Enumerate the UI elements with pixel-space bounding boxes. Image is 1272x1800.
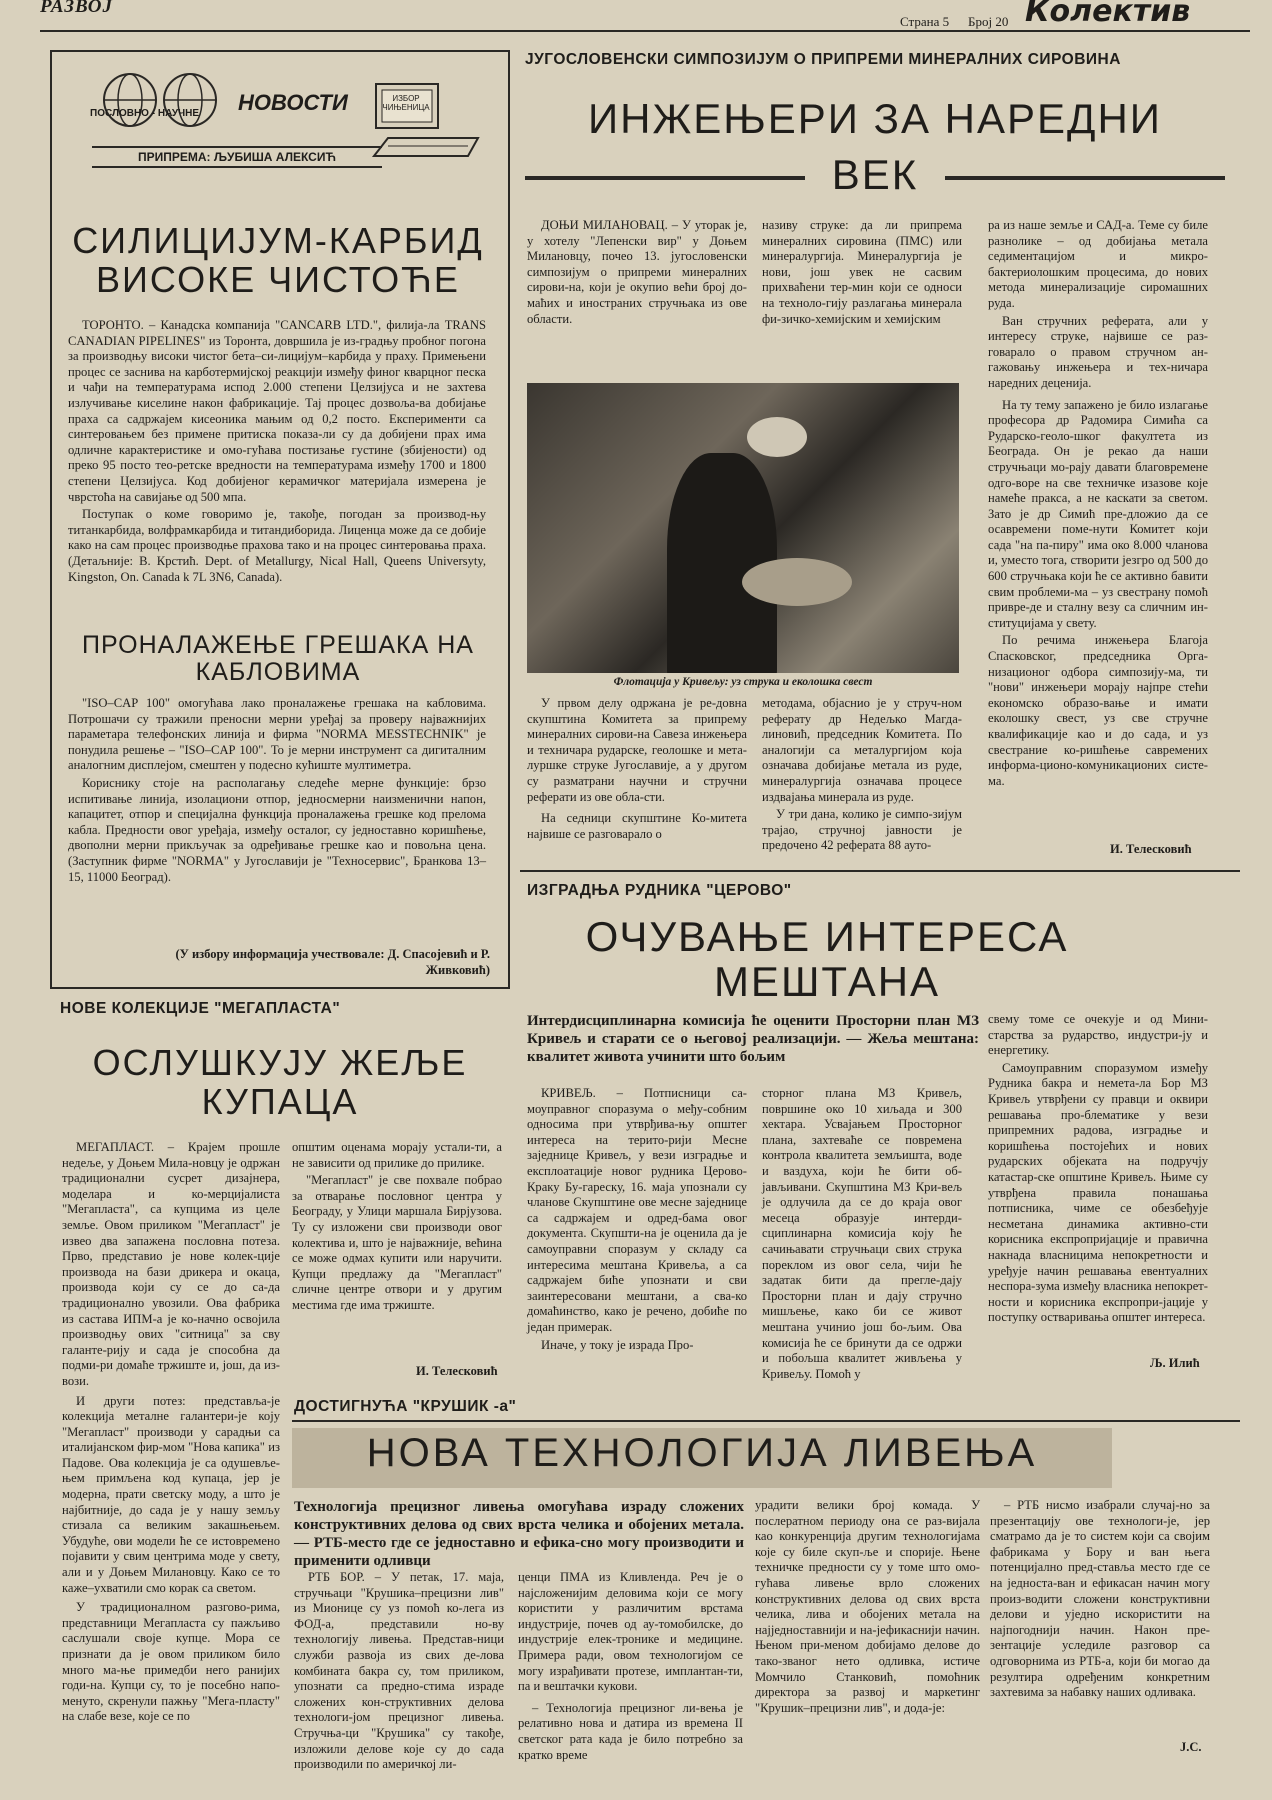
computer-icon bbox=[368, 80, 488, 162]
paragraph: ра из наше земље и САД-а. Теме су биле разнолике – од добијања метала седиментацијом и микро-бактериолошким процесима, до нових метода минерализације сиромашних руда. bbox=[988, 218, 1208, 310]
krusik-title: НОВА ТЕХНОЛОГИЈА ЛИВЕЊА bbox=[366, 1431, 1038, 1475]
cerovo-kicker: ИЗГРАДЊА РУДНИКА "ЦЕРОВО" bbox=[527, 882, 792, 899]
symposium-col2 bbox=[762, 218, 962, 329]
cerovo-author: Љ. Илић bbox=[1150, 1356, 1200, 1370]
paragraph: ценци ПМА из Кливленда. Реч је о најсложенијим деловима који се могу користити у различитим врстама индустрије, почев од ау-томобилске, до индустрије елек-тронике и медицине. Примера ради, овом технологијом се могу израђивати протезе, имплантан-ти, па и вештачки кукови. bbox=[518, 1570, 743, 1694]
krusik-rule bbox=[292, 1420, 1240, 1422]
paragraph: називу струке: да ли припрема минералних сировина (ПМС) или минералургија. Минералургија је нови, још увек не сасвим прихваћени тер-мин који се односи на техноло-гију разлагања минерала фи-зичко-хемијским и хемијским bbox=[762, 218, 962, 326]
header-rule bbox=[40, 30, 1250, 32]
paragraph: – РТБ нисмо изабрали случај-но за презентацију ове технологи-је, јер сматрамо да је то систем који са својим фабрикама у Бору и ван њега потенцијално пред-ставља место где се на једноста-ван и ефикасан начин могу произ-водити сложени конструктивни делови и уједно искористити на најпогоднији начин. Након пре-зентације уследиле разговор са одговорнима из РТБ-а, који би могао да резултира одређеним конкретним захтевима за набавку наших одливака. bbox=[990, 1498, 1210, 1700]
symposium-title-line1: ИНЖЕЊЕРИ ЗА НАРЕДНИ bbox=[587, 95, 1162, 142]
cerovo-deck: Интердисциплинарна комисија ће оценити Просторни план МЗ Кривељ и старати се о његовој реализацији. — Жеља мештана: квалитет живота учинити што бољим bbox=[527, 1013, 979, 1065]
megaplast-title: ОСЛУШКУЈУ ЖЕЉЕ КУПАЦА bbox=[92, 1042, 468, 1122]
novosti-word: НОВОСТИ bbox=[238, 90, 348, 115]
flotation-photo bbox=[527, 383, 959, 673]
cerovo-title: ОЧУВАЊЕ ИНТЕРЕСА МЕШТАНА bbox=[585, 913, 1069, 1006]
paragraph: ДОЊИ МИЛАНОВАЦ. – У уторак је, у хотелу "Лепенски вир" у Доњем Милановцу, почео 13. југословенски симпозијум о припреми минералних сирови-на, који је окупио већи број до-маћих и иностраних стручњака из ове области. bbox=[527, 218, 747, 326]
section-name: РАЗВОЈ bbox=[40, 0, 114, 17]
novosti-credit: (У избору информација учествовале: Д. Спасојевић и Р. Живковић) bbox=[175, 947, 490, 977]
krusik-deck: Технологија прецизног ливења омогућава израду сложених конструктивних делова од свих врста челика и обојених метала. — РТБ-место где се једноставно и ефика-сно могу производити и применити одливци bbox=[294, 1499, 744, 1569]
megaplast-col2 bbox=[292, 1140, 502, 1316]
paragraph: сторног плана МЗ Кривељ, површине око 10 хиљада и 300 хектара. Усвајањем Просторног плана, захтеваће се повремена контрола квалитета земљишта, воде и ваздуха, који ће бити об-јављивани. Скупштина МЗ Кри-вељ је одлучила да се до краја овог месеца образује интерди-сциплинарна комисија коју ће сачињавати стручњаци свих струка пореклом из овог села, чији ће задатак бити да прегле-дају Просторни план и дају стручно мишљење, како би се живот мештана учинио још бо-љим. Ова комисија ће се бринути да се одржи и побољша квалитет живљења у Кривељу. Помоћ у bbox=[762, 1086, 962, 1381]
paragraph: "Мегапласт" је све похвале побрао за отварање пословног центра у Београду, у Улици маршала Бирјузова. Ту су изложени сви производи овог колектива и, што је најважније, већина се може одмах купити или наручити. Купци предлажу да "Мегапласт" сличне центре отвори и у другим местима где има тржиште. bbox=[292, 1173, 502, 1312]
paragraph: Ван стручних реферата, али у интересу струке, највише се раз-говарало о правом стручном ан-гажовању инжењера и тех-ничара наредних деценија. bbox=[988, 313, 1208, 390]
cerovo-col2 bbox=[762, 1086, 962, 1384]
paragraph: Иначе, у току је израда Про- bbox=[541, 1337, 694, 1352]
paragraph: методама, објаснио је у струч-ном реферату др Недељко Магда-линовић, председник Комитета. По аналогији са металургијом која означава добијање метала из руде, минералургија означава процесе издвајања минерала из руде. bbox=[762, 696, 962, 804]
banner-left-text: ПОСЛОВНО - НАУЧНЕ bbox=[90, 108, 200, 119]
symposium-author: И. Телесковић bbox=[1110, 842, 1192, 856]
paragraph: На седници скупштине Ко-митета највише се разговарало о bbox=[527, 811, 747, 841]
paragraph: МЕГАПЛАСТ. – Крајем прошле недеље, у Доњем Мила-новцу је одржан традиционални сусрет дизајнера, моделара и ко-мерцијалиста "Мегапласта", са купцима из целе земље. Овом приликом "Мегапласт" је извео два запажена пословна потеза. Прво, представио је нове колек-ције производа на бази дрикера и окаца, производа који су се до са-да традиционално увозили. Ова фабрика из састава ИПМ-а је ко-начно освојила производњу ових "ситница" за сву галанте-рију и сада је способна да подми-ри домаће тржиште и, још, да из-вози. bbox=[62, 1140, 280, 1388]
paragraph: Кориснику стоје на располагању следеће мерне функције: брзо испитивање линија, изолациони отпор, једносмерни наизменични напон, капацитет, отпор и специјална функција проналажења грешке код прелома кабла. Предности овог уређаја, између осталог, су једноставно коришћење, двополни мерни прикључак за одређивање грешке као и повољна цена. (Заступник фирме "NORMA" у Југославији је "Техносервис", Бранкова 13–15, 11000 Београд). bbox=[68, 775, 486, 884]
banner-right-text: ИЗБОР ЧИЊЕНИЦА bbox=[382, 94, 430, 112]
silicon-carbide-title: СИЛИЦИЈУМ-КАРБИД ВИСОКЕ ЧИСТОЋЕ bbox=[72, 220, 484, 300]
section-rule bbox=[520, 870, 1240, 872]
paragraph: По речима инжењера Благоја Спасковског, председника Орга-низационог одбора симпозију-ма, ти "нови" инжењери морају најпре стећи економско образо-вање и имати еколошку свест, уз све стручне квалификације као и до сада, и уз свестрание ко-ришћење савремених информа-ционо-комуникационих систе-ма. bbox=[988, 633, 1208, 788]
paragraph: У првом делу одржана је ре-довна скупштина Комитета за припрему минералних сирови-на Савеза инжењера и техничара рударске, геолошке и мета-луршке струке Југославије, а у другом су разматрани научни и стручни реферати из ове обла-сти. bbox=[527, 696, 747, 804]
paragraph: "ISO–CAP 100" омогућава лако проналажење грешака на кабловима. Потрошачи су тражили преносни мерни уређај за проверу најважнијих параметара телефонских линија и фирма "NORMA MESSTECHNIK" је понудила решење – "ISO–CAP 100". То је мерни инструмент са дигиталним аналогним дисплејом, смештен у подесно кућиште мултиметра. bbox=[68, 696, 486, 773]
paragraph: – Технологија прецизног ли-вења је релативно нова и датира из времена II светског рата када је било потребно за кратко време bbox=[518, 1700, 743, 1762]
paragraph: У три дана, колико је симпо-зијум трајао, стручној јавности је предочено 42 реферата 88 ауто- bbox=[762, 807, 962, 853]
megaplast-kicker: НОВЕ КОЛЕКЦИЈЕ "МЕГАПЛАСТА" bbox=[60, 1000, 341, 1017]
megaplast-author: И. Телесковић bbox=[416, 1364, 498, 1378]
symposium-col1 bbox=[527, 218, 747, 329]
symposium-title-line2: ВЕК bbox=[805, 152, 945, 197]
krusik-kicker: ДОСТИГНУЋА "КРУШИК -а" bbox=[294, 1398, 517, 1415]
flotation-tray bbox=[742, 558, 852, 606]
paragraph: У традиционалном разгово-рима, представници Мегапласта су пажљиво саслушали своје купце. Мора се признати да је овом приликом било много ма-ње примедби него ранијих годи-на. Купци су, то је посебно напо-менуто, скренули пажњу "Мега-пласту" на слабе везе, које се по bbox=[62, 1600, 280, 1724]
paragraph: урадити велики број комада. У послератном периоду она се раз-вијала као конкуренција другим технологијама које су биле скуп-ље и спорије. Њене техничке предности су у томе што омо-гућава ливење врло сложених конструктивних делова од свих врста челика, лива и обојених метала на најједноставнији и на-јефикаснији начин. Њеном при-меном добијамо делове до тако-званог нето одливка, истиче Момчило Станковић, помоћник директора за развој и маркетинг "Крушик–прецизни лив", и додa-је: bbox=[755, 1498, 980, 1715]
cerovo-col1 bbox=[527, 1086, 747, 1355]
paragraph: ТОРОНТО. – Канадска компанија "CANCARB LTD.", филија-ла TRANS CANADIAN PIPELINES" из Торонта, довршила је из-градњу пробног погона за производњу високи чистог бета–си-лицијум–карбида у праху. Примењени процес се заснива на карботермијској реакцији између финог кварцног песка и чађи на температурама испод 2.000 степени Целзијуса и не захтева излучивање киселине након фабрикације. Тај процес дозвоља-ва добијање праха са садржајем кисеоника мањим од 0,2 посто. Експерименти са синтеровањем без примене притиска показа-ли су да добијени прах има одличне карактеристике и омо-гућава постизање густине (збијености) од преко 95 посто тео-ретске вредности на температурама између 1700 и 1800 степени Целзијуса. Код добијеног керамичког материјала измерена је чврстоћа на савијање од 500 мпа. bbox=[68, 318, 486, 504]
prepared-by: ПРИПРЕМА: ЉУБИША АЛЕКСИЋ bbox=[92, 146, 382, 168]
megaplast-col1 bbox=[62, 1140, 280, 1727]
cerovo-col3 bbox=[988, 1012, 1208, 1328]
paragraph: КРИВЕЉ. – Потписници са-моуправног споразума о међу-собним односима при утврђива-њу општег интереса на терито-рији Месне заједнице Кривељ, у вези изградње и експлоатације новог рудника Церово-Крaку Бу-гареску, 16. маја упознали су чланове Скупштине ове месне заједнице са садржајем и одред-бама овог документа. Скупшти-на је оценила да је самоуправни споразум у складу са интересима мештана Кривеља, а са садржајем биће упознати и сви заинтересовани мештани, а сва-ко домаћинство, како је речено, добиће по један примерак. bbox=[527, 1086, 747, 1334]
symposium-col3 bbox=[988, 218, 1208, 791]
krusik-col1 bbox=[294, 1570, 504, 1775]
paragraph: И други потез: представља-је колекција металне галантери-је коју "Мегапласт" производи у сарадњи са италијанском фир-мом "Нова капика" из Падове. Ова колекција је са одушевље-њем примљена код купаца, јер је модерна, прати светску моду, а што је најбитније, до сада је у нашу земљу стизала са великим закашњењем. Убудуће, ови модели ће се истовремено појавити у свим центрима моде у свету, али и у Доњем Милановцу. Како се то каже–ухватили смо корак са светом. bbox=[62, 1393, 280, 1595]
paragraph: свему томе се очекује и од Мини-старства за рударство, индустри-ју и енергетику. bbox=[988, 1012, 1208, 1058]
globe-icon bbox=[90, 70, 230, 132]
silicon-carbide-body bbox=[68, 318, 486, 587]
krusik-col2 bbox=[518, 1570, 743, 1765]
photo-caption: Флотација у Кривељу: уз струка и еколошка свест bbox=[613, 676, 873, 688]
page-number: Страна 5 bbox=[900, 14, 950, 29]
paragraph: Самоуправним споразумом између Рудника бакра и немета-ла Бор МЗ Кривељ утврђени су правци и оквири решавања про-блематике у вези припремних радова, изградње и коришћења постојећих и нових рударских објеката на подручју катастар-ске општине Кривељ. Њиме су утврђена правила понашања потписника, чиме се обезбеђује несметана динамика активно-сти корисника експропријације и правична накнада власницима непокретности и уређује начин решавања евентуалних неспора-зума између власника непокрет-ности и корисника експропри-јације у поступку остваривања општег интереса. bbox=[988, 1060, 1208, 1325]
krusik-col4 bbox=[990, 1498, 1210, 1703]
brand-logo: Колектив bbox=[1025, 0, 1191, 29]
paragraph: општим оценама морају устали-ти, а не зависити од прилике до прилике. bbox=[292, 1140, 502, 1170]
krusik-col3 bbox=[755, 1498, 980, 1718]
paragraph: РТБ БОР. – У петак, 17. маја, стручњаци "Крушика–прецизни лив" из Мионице су уз помоћ ко-лега из ФОД-а, представили но-ву технологију ливења. Представ-ници служби развоја из свих де-лова комбината бакра су, том приликом, упознати са предно-стима израде сложених кон-структивних делова технологи-јом прецизног ливења. Стручња-ци "Крушика" су такође, изложили делове које су до сада производили по америчкој ли- bbox=[294, 1570, 504, 1772]
krusik-author: Ј.С. bbox=[1180, 1740, 1202, 1754]
symposium-col2b bbox=[762, 696, 962, 856]
cable-faults-body bbox=[68, 696, 486, 887]
worker-cap bbox=[747, 417, 807, 457]
issue-number: Број 20 bbox=[968, 14, 1009, 29]
symposium-kicker: ЈУГОСЛОВЕНСКИ СИМПОЗИЈУМ О ПРИПРЕМИ МИНЕРАЛНИХ СИРОВИНА bbox=[525, 51, 1121, 68]
symposium-col1b bbox=[527, 696, 747, 844]
paragraph: Поступак о коме говоримо је, такође, погодан за производ-њу титанкарбида, волфрамкарбида и титандиборида. Лиценца може да се добије како на сам процес производње прахова тако и на процес синтеровања праха. (Детаљније: В. Крстић. Dept. of Metallurgy, Nical Hall, Queens Universyty, Kingston, On. Canada k 7L 3N6, Canada). bbox=[68, 507, 486, 584]
paragraph: На ту тему запажено је било излагање професора др Радомира Симића са Рударско-геоло-шког факултета из Београда. Он је рекао да наши стручњаци мо-рају давати благовремене одго-воре на све техничке изазове које намеће пракса, а не каскати за светом. Зато је др Симић пре-дложио да се осавремени поме-нути Комитет који сада "на па-пиру" има око 8.000 чланова и, уместо тога, створити језгро од 500 до 600 стручњака који ће се активно бавити свим проблеми-ма – уз свестрану помоћ привре-де и сталну везу са сличним ин-ституцијама у свету. bbox=[988, 397, 1208, 630]
cable-faults-title: ПРОНАЛАЖЕЊЕ ГРЕШАКА НА КАБЛОВИМА bbox=[82, 631, 474, 686]
